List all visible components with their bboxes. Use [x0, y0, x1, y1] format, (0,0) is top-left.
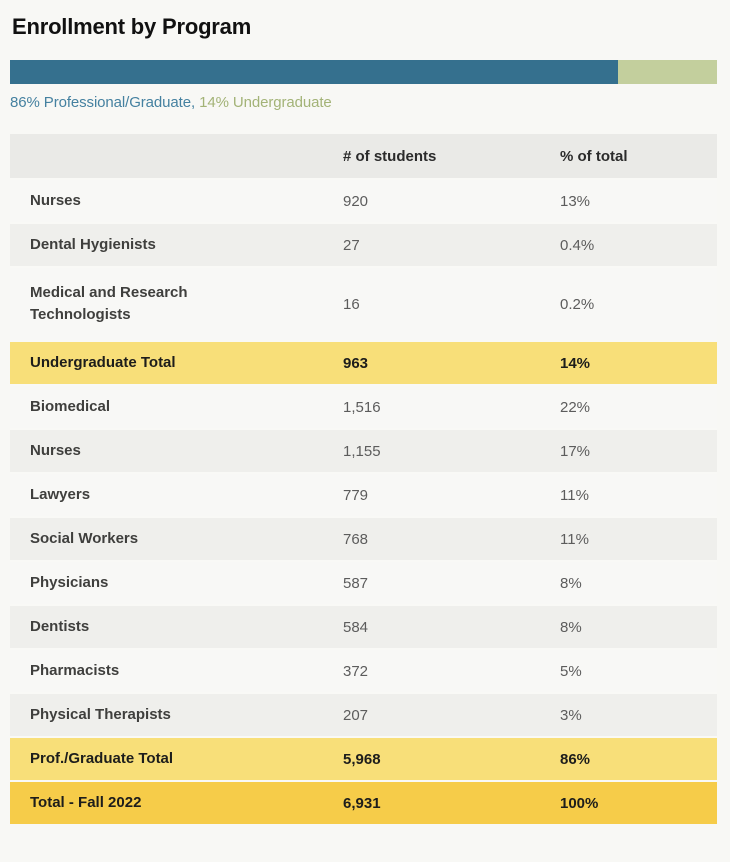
row-percent: 8%: [560, 574, 582, 592]
row-percent: 100%: [560, 794, 599, 812]
table-row-social-workers: [10, 516, 717, 560]
enrollment-table: [10, 134, 717, 824]
row-students: 963: [343, 354, 369, 372]
table-row-lawyers: [10, 472, 717, 516]
table-row-nurses-undergrad: [10, 178, 717, 222]
bar-caption: [10, 94, 717, 111]
row-percent: 17%: [560, 442, 591, 460]
row-label: Dentists: [30, 618, 90, 636]
bar-segment-professional-graduate: [10, 60, 618, 84]
row-percent: 0.4%: [560, 236, 595, 254]
table-row-total-fall-2022: [10, 780, 717, 824]
row-percent: 86%: [560, 750, 591, 768]
row-label: Prof./Graduate Total: [30, 750, 174, 768]
row-students: 587: [343, 574, 369, 592]
row-label: Dental Hygienists: [30, 236, 156, 254]
row-percent: 11%: [560, 530, 589, 548]
row-students: 768: [343, 530, 369, 548]
row-percent: 22%: [560, 398, 591, 416]
row-students: 5,968: [343, 750, 381, 768]
row-students: 584: [343, 618, 369, 636]
row-percent: 13%: [560, 192, 591, 210]
row-percent: 14%: [560, 354, 591, 372]
row-students: 779: [343, 486, 369, 504]
table-row-physical-therapists: [10, 692, 717, 736]
row-percent: 5%: [560, 662, 582, 680]
row-students: 27: [343, 236, 360, 254]
caption-undergraduate: 14% Undergraduate: [199, 94, 332, 111]
table-row-physicians: [10, 560, 717, 604]
row-percent: 0.2%: [560, 295, 595, 313]
header-percent: % of total: [560, 147, 628, 165]
table-row-undergraduate-total: [10, 340, 717, 384]
row-students: 16: [343, 295, 360, 313]
row-label: Medical and Research Technologists: [30, 284, 188, 323]
caption-professional-graduate: 86% Professional/Graduate,: [10, 94, 196, 111]
row-label: Pharmacists: [30, 662, 120, 680]
table-row-dental-hygienists: [10, 222, 717, 266]
row-label: Physicians: [30, 574, 109, 592]
row-students: 6,931: [343, 794, 381, 812]
row-students: 1,516: [343, 398, 381, 416]
page-title: Enrollment by Program: [12, 14, 252, 39]
row-label: Lawyers: [30, 486, 91, 504]
row-label: Nurses: [30, 442, 81, 460]
table-row-medical-research-technologists: [10, 266, 717, 340]
table-row-biomedical: [10, 384, 717, 428]
row-percent: 8%: [560, 618, 582, 636]
row-label: Biomedical: [30, 398, 111, 416]
table-row-nurses-graduate: [10, 428, 717, 472]
bar-segment-undergraduate: [618, 60, 717, 84]
row-percent: 11%: [560, 486, 589, 504]
row-students: 920: [343, 192, 369, 210]
row-label: Social Workers: [30, 530, 139, 548]
row-label: Undergraduate Total: [30, 354, 176, 372]
table-row-dentists: [10, 604, 717, 648]
row-students: 1,155: [343, 442, 381, 460]
row-students: 372: [343, 662, 369, 680]
enrollment-stacked-bar: [10, 60, 717, 84]
row-students: 207: [343, 706, 369, 724]
table-row-pharmacists: [10, 648, 717, 692]
row-label: Physical Therapists: [30, 706, 171, 724]
row-label: Total - Fall 2022: [30, 794, 142, 812]
row-label: Nurses: [30, 192, 81, 210]
row-percent: 3%: [560, 706, 582, 724]
header-students: # of students: [343, 147, 437, 165]
table-header-row: [10, 134, 717, 178]
table-row-prof-graduate-total: [10, 736, 717, 780]
